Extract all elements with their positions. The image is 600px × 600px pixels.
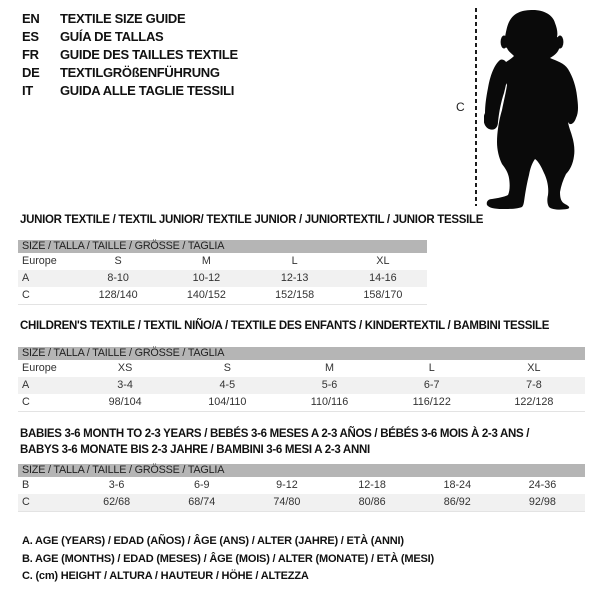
- row-label: C: [22, 396, 30, 408]
- size-cell: S: [114, 255, 122, 267]
- table-row: [18, 270, 427, 287]
- age-cell: 10-12: [192, 272, 221, 284]
- height-cell: 86/92: [443, 496, 471, 508]
- size-cell: M: [325, 362, 334, 374]
- lang-code: EN: [22, 11, 40, 26]
- lang-row-es: [22, 28, 238, 46]
- height-cell: 104/110: [208, 396, 247, 408]
- lang-label: GUIDA ALLE TAGLIE TESSILI: [60, 83, 235, 98]
- childrens-section-title: CHILDREN'S TEXTILE / TEXTIL NIÑO/A / TEXTILE DES ENFANTS / KINDERTEXTIL / BAMBINI TESSILE: [20, 320, 550, 332]
- age-cell: 5-6: [321, 379, 338, 391]
- table-size-header: SIZE / TALLA / TAILLE / GRÖSSE / TAGLIA: [18, 240, 427, 253]
- height-cell: 152/158: [275, 289, 315, 301]
- language-title-block: [22, 10, 238, 100]
- height-cell: 98/104: [108, 396, 142, 408]
- size-cell: S: [223, 362, 231, 374]
- babies-title-line1: BABIES 3-6 MONTH TO 2-3 YEARS / BEBÉS 3-6 MESES A 2-3 AÑOS / BÉBÉS 3-6 MOIS À 2-3 ANS /: [20, 428, 530, 440]
- table-row: [18, 494, 585, 511]
- age-cell: 6-7: [423, 379, 440, 391]
- height-measure-label: C: [456, 100, 465, 114]
- row-label: Europe: [22, 255, 57, 267]
- height-cell: 122/128: [514, 396, 554, 408]
- height-cell: 116/122: [412, 396, 451, 408]
- age-cell: 7-8: [526, 379, 542, 391]
- lang-code: DE: [22, 65, 40, 80]
- lang-label: GUÍA DE TALLAS: [60, 29, 164, 44]
- table-row: [18, 377, 585, 394]
- row-label: Europe: [22, 362, 57, 374]
- height-cell: 140/152: [186, 289, 226, 301]
- lang-label: TEXTILE SIZE GUIDE: [60, 11, 186, 26]
- lang-row-it: [22, 82, 238, 100]
- table-size-header: SIZE / TALLA / TAILLE / GRÖSSE / TAGLIA: [18, 464, 585, 477]
- age-cell: 12-18: [358, 479, 386, 491]
- footnote-a: A. AGE (YEARS) / EDAD (AÑOS) / ÂGE (ANS) / ALTER (JAHRE) / ETÀ (ANNI): [22, 535, 404, 547]
- lang-code: IT: [22, 83, 33, 98]
- age-cell: 6-9: [193, 479, 210, 491]
- height-cell: 92/98: [528, 496, 556, 508]
- age-cell: 18-24: [443, 479, 472, 491]
- height-cell: 74/80: [273, 496, 301, 508]
- lang-label: GUIDE DES TAILLES TEXTILE: [60, 47, 238, 62]
- babies-size-table: [18, 464, 585, 512]
- footnote-c: C. (cm) HEIGHT / ALTURA / HAUTEUR / HÖHE / ALTEZZA: [22, 570, 309, 582]
- childrens-size-table: [18, 347, 585, 412]
- height-cell: 110/116: [310, 396, 349, 408]
- height-cell: 68/74: [188, 496, 216, 508]
- row-label: B: [22, 479, 30, 491]
- babies-title-line2: BABYS 3-6 MONATE BIS 2-3 JAHRE / BAMBINI 3-6 MESI A 2-3 ANNI: [20, 444, 370, 456]
- age-cell: 14-16: [369, 272, 397, 284]
- junior-section-title: JUNIOR TEXTILE / TEXTIL JUNIOR/ TEXTILE JUNIOR / JUNIORTEXTIL / JUNIOR TESSILE: [20, 214, 484, 226]
- table-row: [18, 360, 585, 377]
- lang-label: TEXTILGRÖßENFÜHRUNG: [60, 65, 220, 80]
- age-cell: 8-10: [107, 272, 129, 284]
- height-cell: 158/170: [363, 289, 403, 301]
- age-cell: 4-5: [219, 379, 236, 391]
- lang-code: ES: [22, 29, 39, 44]
- age-cell: 9-12: [276, 479, 298, 491]
- size-cell: L: [291, 255, 298, 267]
- height-dashed-line: [475, 8, 477, 206]
- age-cell: 3-6: [108, 479, 125, 491]
- height-cell: 80/86: [358, 496, 386, 508]
- table-row: [18, 394, 585, 411]
- age-cell: 24-36: [528, 479, 557, 491]
- lang-row-en: [22, 10, 238, 28]
- table-size-header: SIZE / TALLA / TAILLE / GRÖSSE / TAGLIA: [18, 347, 585, 360]
- babies-section-title: [20, 426, 595, 458]
- table-row: [18, 287, 427, 304]
- footnote-b: B. AGE (MONTHS) / EDAD (MESES) / ÂGE (MOIS) / ALTER (MONATE) / ETÀ (MESI): [22, 552, 434, 565]
- size-cell: XS: [117, 362, 133, 374]
- lang-row-de: [22, 64, 238, 82]
- size-cell: XL: [376, 255, 390, 267]
- table-row: [18, 253, 427, 270]
- row-label: A: [22, 379, 30, 391]
- size-cell: L: [428, 362, 435, 374]
- lang-code: FR: [22, 47, 39, 62]
- toddler-silhouette: [484, 8, 580, 211]
- table-row: [18, 477, 585, 494]
- legend-footnotes: [22, 533, 434, 586]
- row-label: C: [22, 289, 30, 301]
- height-cell: 128/140: [98, 289, 138, 301]
- row-label: C: [22, 496, 30, 508]
- size-cell: XL: [527, 362, 541, 374]
- row-label: A: [22, 272, 30, 284]
- junior-size-table: [18, 240, 427, 305]
- size-cell: M: [201, 255, 211, 267]
- lang-row-fr: [22, 46, 238, 64]
- age-cell: 3-4: [117, 379, 133, 391]
- height-cell: 62/68: [103, 496, 131, 508]
- age-cell: 12-13: [280, 272, 309, 284]
